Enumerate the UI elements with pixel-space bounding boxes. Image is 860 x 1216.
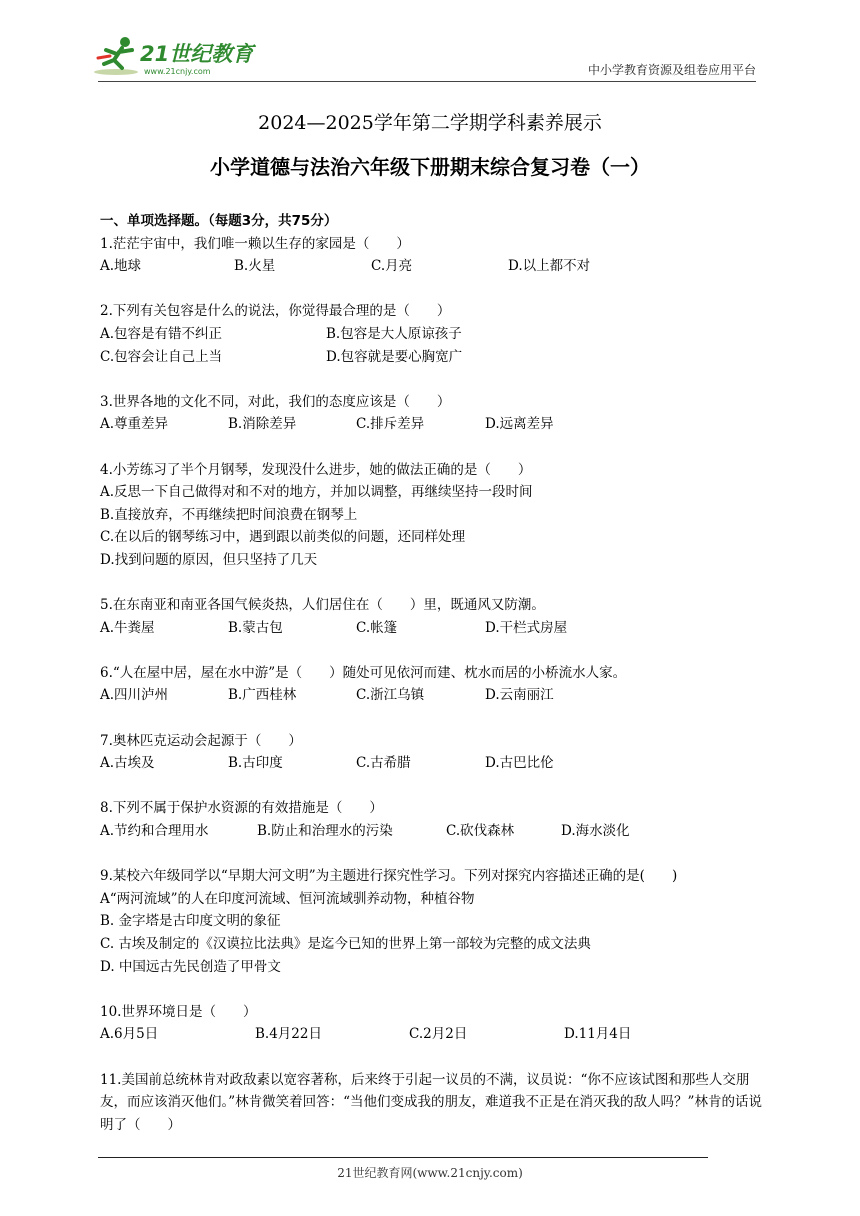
footer-divider [98, 1157, 708, 1158]
option: C.砍伐森林 [446, 823, 515, 840]
option: B.蒙古包 [228, 619, 283, 636]
option: B.防止和治理水的污染 [257, 823, 393, 840]
header-divider [98, 81, 756, 82]
question-stem: 3.世界各地的文化不同，对此，我们的态度应该是（ ） [100, 393, 451, 410]
option: D.海水淡化 [561, 823, 630, 840]
question-stem: 10.世界环境日是（ ） [100, 1003, 257, 1020]
logo-text: 21世纪教育 [140, 42, 254, 66]
option: D.包容就是要心胸宽广 [326, 348, 463, 365]
option: D.远离差异 [485, 416, 554, 433]
option: C. 古埃及制定的《汉谟拉比法典》是迄今已知的世界上第一部较为完整的成文法典 [100, 936, 591, 952]
option: B.古印度 [228, 755, 283, 772]
logo [92, 34, 262, 78]
option: B.直接放弃，不再继续把时间浪费在钢琴上 [100, 506, 358, 523]
option: D.云南丽江 [485, 687, 554, 704]
option: B.火星 [234, 258, 276, 275]
option: D.干栏式房屋 [485, 619, 568, 636]
exam-subtitle: 2024—2025学年第二学期学科素养展示 [258, 112, 602, 134]
option: C.2月2日 [409, 1026, 468, 1043]
question [100, 594, 765, 639]
option: C.在以后的钢琴练习中，遇到跟以前类似的问题，还同样处理 [100, 529, 466, 546]
question-stem: 2.下列有关包容是什么的说法，你觉得最合理的是（ ） [100, 303, 451, 320]
question [100, 730, 765, 775]
option: B.包容是大人原谅孩子 [326, 325, 462, 342]
option: D.古巴比伦 [485, 755, 554, 772]
option: A“两河流域”的人在印度河流域、恒河流域驯养动物，种植谷物 [100, 890, 475, 907]
option: B.4月22日 [255, 1026, 322, 1043]
option: D. 中国远古先民创造了甲骨文 [100, 958, 281, 975]
option: D.以上都不对 [508, 258, 591, 275]
question-stem: 9.某校六年级同学以“早期大河文明”为主题进行探究性学习。下列对探究内容描述正确的是( ) [100, 868, 678, 885]
option: C.排斥差异 [356, 416, 425, 433]
option: C.月亮 [371, 258, 413, 275]
question-stem: 11.美国前总统林肯对政敌素以宽容著称，后来终于引起一议员的不满，议员说：“你不应该试图和那些人交朋友，而应该消灭他们。”林肯微笑着回答：“当他们变成我的朋友，难道我不正是在消灭我的敌人吗？”林肯的话说明了（ ） [100, 1071, 762, 1133]
option: A.牛粪屋 [100, 619, 155, 636]
option: A.包容是有错不纠正 [100, 325, 223, 342]
question [100, 1001, 765, 1046]
option: A.反思一下自己做得对和不对的地方，并加以调整，再继续坚持一段时间 [100, 484, 533, 501]
option: B. 金字塔是古印度文明的象征 [100, 913, 281, 930]
question-stem: 7.奥林匹克运动会起源于（ ） [100, 732, 302, 749]
question [100, 391, 765, 436]
question [100, 797, 765, 842]
option: A.节约和合理用水 [100, 823, 209, 840]
question-list [100, 210, 765, 1136]
question-stem: 5.在东南亚和南亚各国气候炎热，人们居住在（ ）里，既通风又防潮。 [100, 597, 545, 614]
option: C.浙江乌镇 [356, 687, 425, 704]
option: C.帐篷 [356, 619, 398, 636]
option: A.尊重差异 [100, 416, 169, 433]
option: D.找到问题的原因，但只坚持了几天 [100, 551, 318, 568]
option: C.古希腊 [356, 755, 411, 772]
platform-name: 中小学教育资源及组卷应用平台 [587, 63, 756, 77]
logo-url: www.21cnjy.com [144, 67, 211, 76]
footer-text: 21世纪教育网(www.21cnjy.com) [337, 1166, 523, 1180]
option: B.消除差异 [228, 416, 297, 433]
question-stem: 6.“人在屋中居，屋在水中游”是（ ）随处可见依河而建、枕水而居的小桥流水人家。 [100, 664, 627, 681]
option: A.地球 [100, 258, 142, 275]
option: D.11月4日 [564, 1026, 632, 1043]
question-stem: 4.小芳练习了半个月钢琴，发现没什么进步，她的做法正确的是（ ） [100, 461, 532, 478]
section-heading: 一、单项选择题。（每题3分，共75分） [100, 213, 338, 229]
question [100, 233, 765, 278]
exam-title: 小学道德与法治六年级下册期末综合复习卷（一） [210, 155, 650, 179]
option: A.6月5日 [100, 1026, 159, 1043]
question [100, 662, 765, 707]
option: A.四川泸州 [100, 687, 169, 704]
question-stem: 1.茫茫宇宙中，我们唯一赖以生存的家园是（ ） [100, 235, 410, 252]
option: B.广西桂林 [228, 687, 297, 704]
question-stem: 8.下列不属于保护水资源的有效措施是（ ） [100, 800, 383, 817]
runner-logo-icon [92, 34, 262, 78]
question [100, 1069, 765, 1137]
option: A.古埃及 [100, 755, 155, 772]
option: C.包容会让自己上当 [100, 348, 223, 365]
question [100, 300, 765, 368]
question [100, 865, 765, 978]
question [100, 459, 765, 572]
